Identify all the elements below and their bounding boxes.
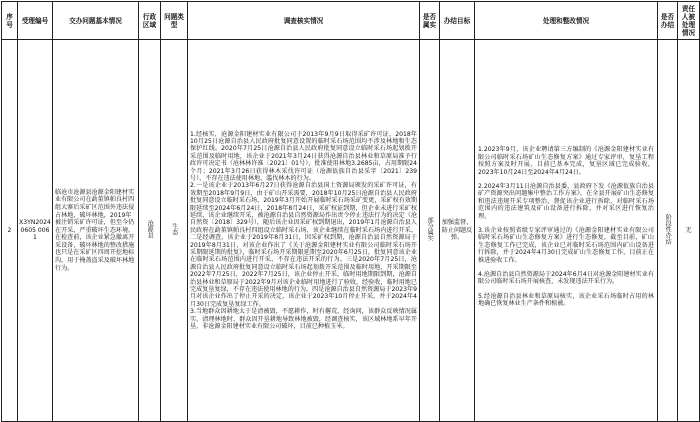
header-resp: 责任人被处理情况 [678, 2, 700, 40]
done-text: 阶段性办结 [664, 214, 672, 245]
header-code: 受理编号 [18, 2, 53, 40]
verify-para-3: 3.当地群众因耕地太于是清被毁，不愿耕作，时有撂荒，经询问，该群众反映情况属实，清理林地时，群众因开垦耕地导致林地被毁，经调查核实，该区域林地系早年开垦，非沧源金阳建材实业有限公司破坏，目前已种植玉米。 [190, 308, 417, 331]
header-type: 问题类型 [161, 2, 188, 40]
cell-type [161, 40, 188, 422]
header-seq: 序号 [2, 2, 18, 40]
header-goal: 办结目标 [440, 2, 475, 40]
cell-region [139, 40, 161, 422]
cell-issue: 临沧市沧源县沧源金阳建材实业有限公司在勐董镇帕良村四组大寨后采矿区范围外违法侵占林地，破坏林地，2019年被注销采矿许可证，但至今仍在开采，严重破坏生态环境。在检查前，该企业紧急撤离开采设备，破坏林地的整改措施也只是在采矿区四周开挖地标沟，用于掩盖盗采及破坏林地行为。 [53, 40, 139, 422]
report-table [1, 1, 700, 422]
header-row [2, 2, 700, 40]
verify-para-2: 2.一是该企业于2013年6月27日获得沧源自治县国土资源局颁发的采矿许可证，有效期至2018年9月9日，由于矿山开采需要，2018年10月25日沧源自治县人民政府批复同意设立临时采石场，2019年3月开始开展临时采石场采矿变更，采矿权有效期限延续至2024年6月24日，2018年8月24日，采矿权证到期，但企业未进行采矿权延续，该企业继续开采，被沧源自治县自然资源局作出责令停止违法行为的决定（沧自然资〔2018〕329号），随后该企业因采矿权到期退出，2019年1月沧源自治县人民政府在勐董镇帕良村四组设立临时采石场，该企业继续在临时采石场内进行开采。二是经调查，该企业于2019年8月31日，因采矿权到期，沧源自治县自然资源局于2019年8月31日，对该企业作出了《关于沧源金阳建材实业有限公司临时采石场开采期限延期的批复》，临时采石场开采期限延期至2020年6月25日，批复同意该企业在临时采石场范围内进行开采，不存在违法开采的行为。三是2020年7月25日，沧源自治县人民政府批复同意设立临时采石场起划拨开采范围及临时用地，开采期限至2022年7月25日，2022年7月25日，该企业停止开采，临时用地期限到期，沧源自治县林业和草原局于2022年9月对该企业临时用地进行了验收，经验收，临时用地已完成复垦复绿，不存在违法使用林地的行为。四是沧源自治县自然资源局于2023年9月对该企业作出了停止开采的决定，该企业于2023年10月停止开采，并于2024年4月30日完成复垦复绿工作。 [190, 182, 417, 308]
header-region: 行政区域 [139, 2, 161, 40]
handle-para-1: 1.2023年9月，该企业聘请第三方编制的《沧源金阳建材实业有限公司临时采石场矿山生态修复方案》通过专家评审，复垦工程按照方案及时开展，目前已基本完成，复垦区域已完成验收，2023年10月24日至2024年4月24日。 [478, 146, 654, 176]
header-done: 是否办结 [658, 2, 678, 40]
header-true: 是否属实 [420, 2, 440, 40]
handle-para-2: 2.2024年3月11日沧源自治县委、县政府下发《沧源佤族自治县矿产资源突出问题集中整治工作方案》，在全县开展矿山生态修复和违法违规开采专项整治，督促该企业进行拆除，对临时采石场范围内的违法建筑及矿山设备进行拆除，并对采区进行恢复治理。 [478, 182, 654, 220]
verify-para-1: 1.经核实，沧源金阳建材实业有限公司于2013年9月9日取得采矿许可证，2018年10月25日沧源自治县人民政府批复同意设置的临时采石场范围均不涉及林地和生态保护红线。2020年7月25日沧源自治县人民政府批复同意设立临时采石场起划拨开采范围及临时用地，该企业于2021年3月24日获得沧源自治县林业和草原局准予行政许可决定书（沧林林许准〔2021〕01号），批准使用林地3.2685亩，占用期限24个月；2021年3月26日获得林木采伐许可证（沧源佤族自治县采字〔2021〕239号），不存在违法使用林地、滥伐林木的行为。 [190, 130, 417, 182]
cell-done [658, 40, 678, 422]
table-row [2, 40, 700, 422]
type-text: 生态 [170, 223, 178, 236]
cell-true [420, 40, 440, 422]
handle-para-4: 4.沧源自治县自然资源局于2024年6月4日对沧源金阳建材实业有限公司临时采石场开展核查，未发现违法开采行为。 [478, 271, 654, 286]
cell-seq: 2 [2, 40, 18, 422]
cell-handle [475, 40, 658, 422]
header-issue: 交办问题基本情况 [53, 2, 139, 40]
true-text: 部分属实 [426, 217, 434, 242]
handle-para-3: 3.该企业按照省级专家评审通过的《沧源金阳建材实业有限公司临时采石场矿山生态修复方案》进行生态修复，截至目前，矿山生态修复工作已完成，该企业已对临时采石场范围内矿山设备进行拆除，并于2024年4月30日完成矿山生态修复工作，目前正在推进验收工作。 [478, 227, 654, 264]
header-verify: 调查核实情况 [188, 2, 420, 40]
region-text: 沧源县 [146, 220, 154, 239]
header-handle: 处理和整改情况 [475, 2, 658, 40]
cell-goal: 加强监督，防止问题反弹。 [440, 40, 475, 422]
handle-para-5: 5.经沧源自治县林业和草原局核实，该企业采石场临时占用的林地确已恢复林业生产条件和植被。 [478, 292, 654, 308]
cell-resp: 无 [678, 40, 700, 422]
cell-verify [188, 40, 420, 422]
cell-code: X3YN20240605 0061 [18, 40, 53, 422]
